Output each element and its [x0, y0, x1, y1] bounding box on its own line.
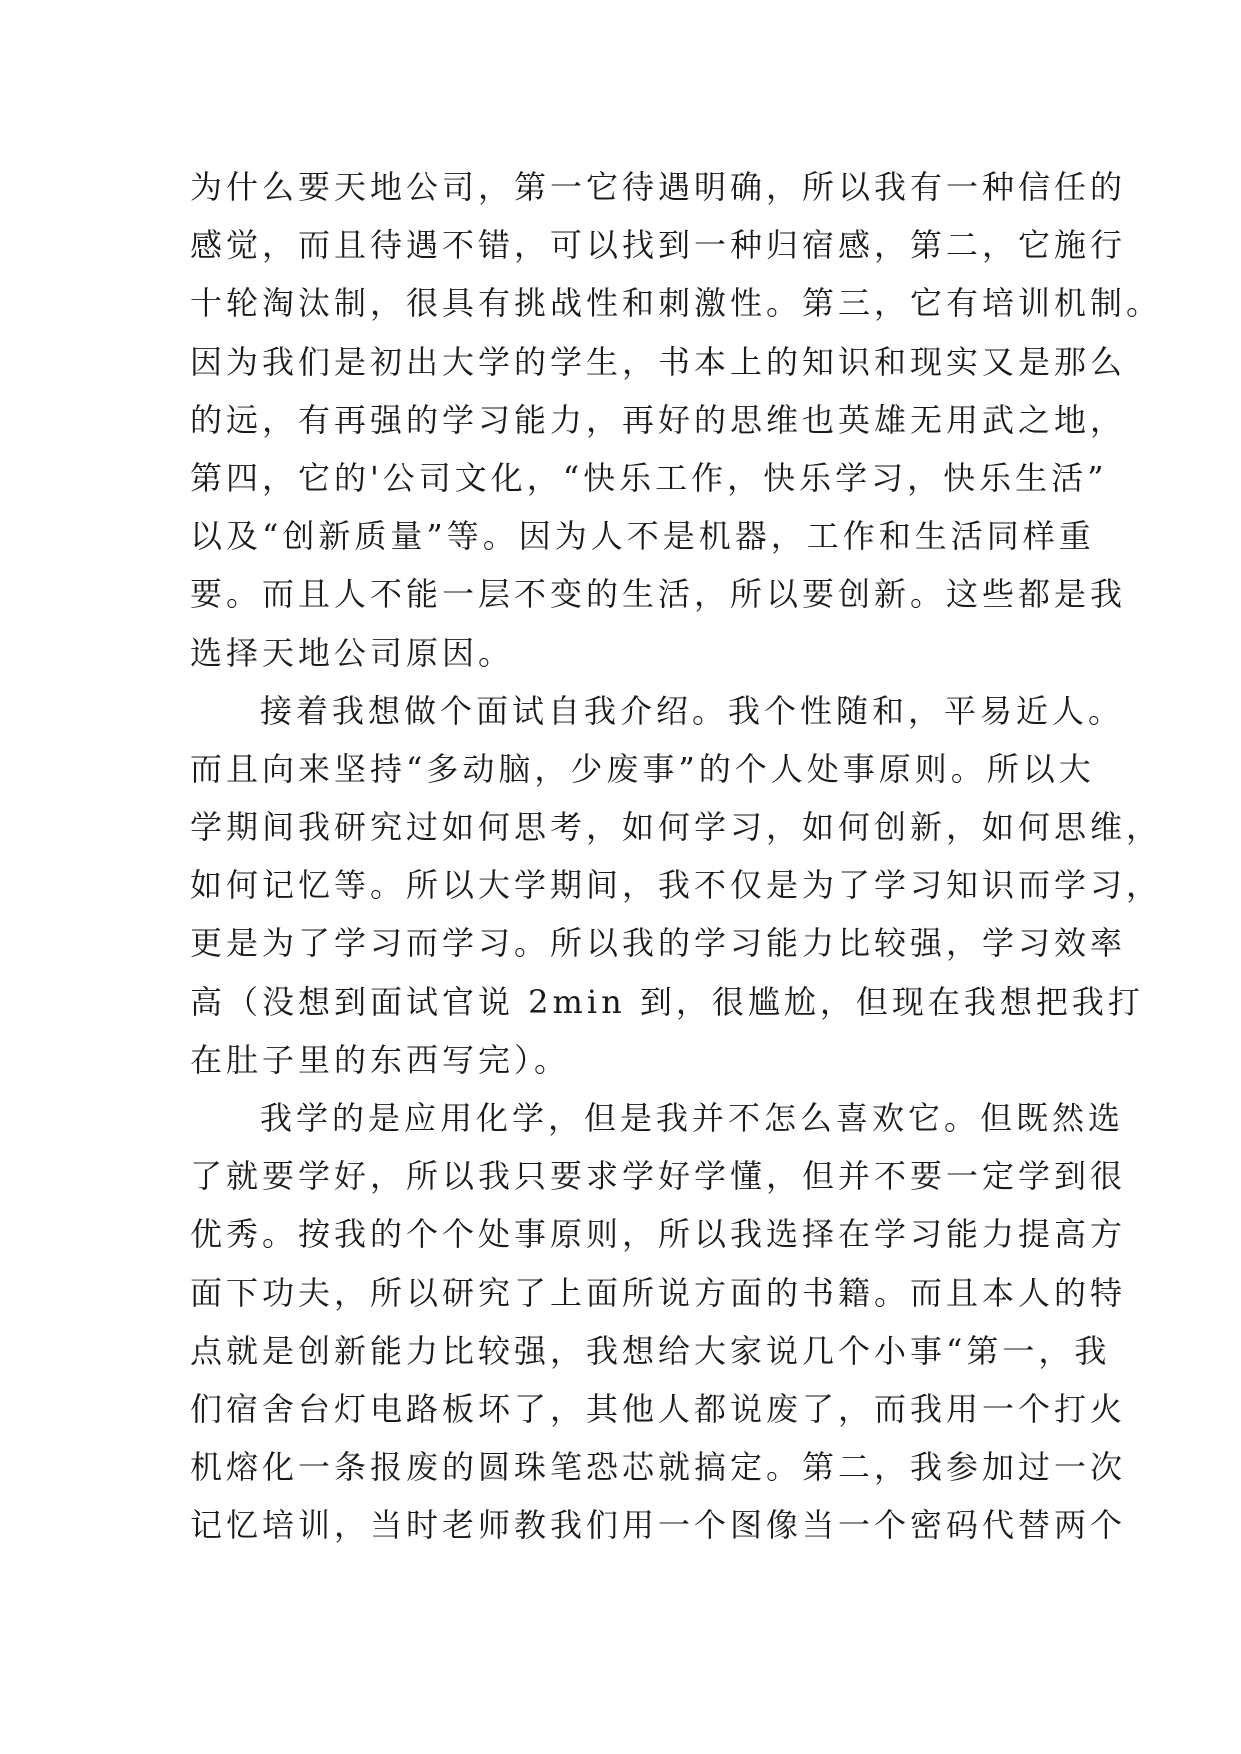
- text-line: 优秀。按我的个个处事原则，所以我选择在学习能力提高方: [190, 1215, 1127, 1254]
- text-line: 的远，有再强的学习能力，再好的思维也英雄无用武之地，: [190, 400, 1127, 439]
- text-line: 高（没想到面试官说 2min 到，很尴尬，但现在我想把我打: [190, 982, 1144, 1021]
- text-line: 因为我们是初出大学的学生，书本上的知识和现实又是那么: [190, 342, 1127, 381]
- text-line: 以及“创新质量”等。因为人不是机器，工作和生活同样重: [190, 517, 1095, 556]
- text-line: 机熔化一条报废的圆珠笔恐芯就搞定。第二，我参加过一次: [190, 1448, 1127, 1487]
- text-line: 如何记忆等。所以大学期间，我不仅是为了学习知识而学习，: [190, 866, 1163, 905]
- text-line: 们宿舍台灯电路板坏了，其他人都说废了，而我用一个打火: [190, 1389, 1127, 1428]
- text-line: 而且向来坚持“多动脑，少废事”的个人处事原则。所以大: [190, 749, 1095, 788]
- text-line: 面下功夫，所以研究了上面所说方面的书籍。而且本人的特: [190, 1273, 1127, 1312]
- document-body: [190, 158, 1163, 1555]
- text-line: 我学的是应用化学，但是我并不怎么喜欢它。但既然选: [260, 1099, 1125, 1137]
- text-line: 更是为了学习而学习。所以我的学习能力比较强，学习效率: [190, 924, 1127, 963]
- paragraph-2: [190, 682, 1163, 1089]
- text-line: 感觉，而且待遇不错，可以找到一种归宿感，第二，它施行: [190, 226, 1127, 265]
- text-line: 接着我想做个面试自我介绍。我个性随和，平易近人。: [260, 691, 1125, 730]
- text-line: 十轮淘汰制，很具有挑战性和刺激性。第三，它有培训机制。: [190, 284, 1163, 323]
- text-line: 了就要学好，所以我只要求学好学懂，但并不要一定学到很: [190, 1157, 1127, 1196]
- text-line: 学期间我研究过如何思考，如何学习，如何创新，如何思维，: [190, 808, 1163, 847]
- text-line: 要。而且人不能一层不变的生活，所以要创新。这些都是我: [190, 575, 1127, 614]
- paragraph-3: [190, 1089, 1127, 1555]
- text-line: 选择天地公司原因。: [190, 633, 515, 672]
- text-line: 点就是创新能力比较强，我想给大家说几个小事“第一，我: [190, 1331, 1111, 1370]
- text-line: 记忆培训，当时老师教我们用一个图像当一个密码代替两个: [190, 1506, 1127, 1545]
- paragraph-1: [190, 158, 1163, 682]
- text-line: 在肚子里的东西写完）。: [190, 1040, 571, 1079]
- text-line: 第四，它的'公司文化，“快乐工作，快乐学习，快乐生活”: [190, 458, 1108, 497]
- text-line: 为什么要天地公司，第一它待遇明确，所以我有一种信任的: [190, 168, 1127, 206]
